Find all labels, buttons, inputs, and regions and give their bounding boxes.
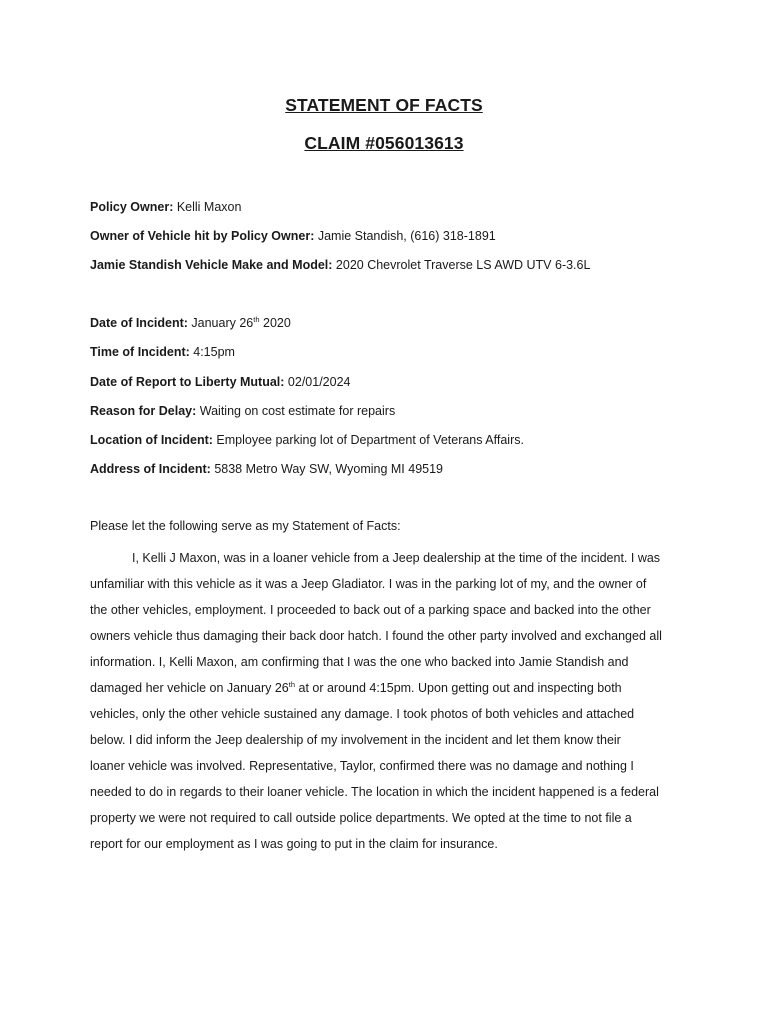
policy-owner-value: Kelli Maxon bbox=[173, 200, 242, 214]
time-of-incident-label: Time of Incident: bbox=[90, 345, 190, 359]
vehicle-owner-field bbox=[90, 228, 496, 244]
claim-number: CLAIM #056013613 bbox=[304, 133, 464, 153]
statement-line: vehicles, only the other vehicle sustained any damage. I took photos of both vehicles and attached bbox=[90, 707, 635, 721]
statement-line: I, Kelli J Maxon, was in a loaner vehicle from a Jeep dealership at the time of the incident. I was bbox=[132, 551, 661, 565]
statement-line: owners vehicle thus damaging their back door hatch. I found the other party involved and exchanged all bbox=[90, 629, 662, 643]
vehicle-model-value: 2020 Chevrolet Traverse LS AWD UTV 6-3.6L bbox=[332, 258, 591, 272]
address-value: 5838 Metro Way SW, Wyoming MI 49519 bbox=[210, 462, 443, 476]
statement-line: needed to do in regards to their loaner vehicle. The location in which the incident happened is a federal bbox=[90, 785, 659, 799]
date-of-report-field bbox=[90, 374, 351, 390]
location-value: Employee parking lot of Department of Veterans Affairs. bbox=[212, 433, 524, 447]
reason-for-delay-label: Reason for Delay: bbox=[90, 404, 197, 418]
policy-owner-field bbox=[90, 199, 241, 215]
statement-line: property we were not required to call outside police departments. We opted at the time to not file a bbox=[90, 811, 632, 825]
vehicle-owner-label: Owner of Vehicle hit by Policy Owner: bbox=[90, 229, 315, 243]
address-label: Address of Incident: bbox=[90, 462, 211, 476]
statement-line: below. I did inform the Jeep dealership of my involvement in the incident and let them know their bbox=[90, 733, 621, 747]
reason-for-delay-field bbox=[90, 403, 395, 419]
statement-line-part: damaged her vehicle on January 26 bbox=[90, 681, 289, 695]
date-of-report-value: 02/01/2024 bbox=[284, 375, 351, 389]
date-of-incident-year: 2020 bbox=[259, 316, 291, 330]
statement-line-suffix: th bbox=[288, 679, 296, 689]
statement-line: information. I, Kelli Maxon, am confirming that I was the one who backed into Jamie Standish and bbox=[90, 655, 629, 669]
statement-intro: Please let the following serve as my Statement of Facts: bbox=[90, 519, 401, 533]
vehicle-owner-value: Jamie Standish, (616) 318-1891 bbox=[314, 229, 496, 243]
location-label: Location of Incident: bbox=[90, 433, 213, 447]
document-title: STATEMENT OF FACTS bbox=[285, 95, 483, 115]
reason-for-delay-value: Waiting on cost estimate for repairs bbox=[196, 404, 396, 418]
time-of-incident-field bbox=[90, 344, 235, 360]
vehicle-model-field bbox=[90, 257, 590, 273]
statement-body bbox=[90, 545, 678, 857]
date-of-incident-suffix: th bbox=[253, 314, 260, 324]
date-of-incident-value: January 26 bbox=[187, 316, 254, 330]
vehicle-model-label: Jamie Standish Vehicle Make and Model: bbox=[90, 258, 333, 272]
statement-line: report for our employment as I was going to put in the claim for insurance. bbox=[90, 837, 498, 851]
address-field bbox=[90, 461, 443, 477]
statement-line-part: at or around 4:15pm. Upon getting out and inspecting both bbox=[295, 681, 622, 695]
date-of-incident-label: Date of Incident: bbox=[90, 316, 188, 330]
location-field bbox=[90, 432, 524, 448]
statement-line: loaner vehicle was involved. Representative, Taylor, confirmed there was no damage and nothing I bbox=[90, 759, 634, 773]
date-of-incident-field bbox=[90, 315, 291, 331]
statement-line bbox=[90, 675, 678, 701]
statement-line: unfamiliar with this vehicle as it was a Jeep Gladiator. I was in the parking lot of my, and the owner of bbox=[90, 577, 647, 591]
policy-owner-label: Policy Owner: bbox=[90, 200, 174, 214]
time-of-incident-value: 4:15pm bbox=[189, 345, 235, 359]
date-of-report-label: Date of Report to Liberty Mutual: bbox=[90, 375, 285, 389]
statement-line: the other vehicles, employment. I proceeded to back out of a parking space and backed into the other bbox=[90, 603, 651, 617]
